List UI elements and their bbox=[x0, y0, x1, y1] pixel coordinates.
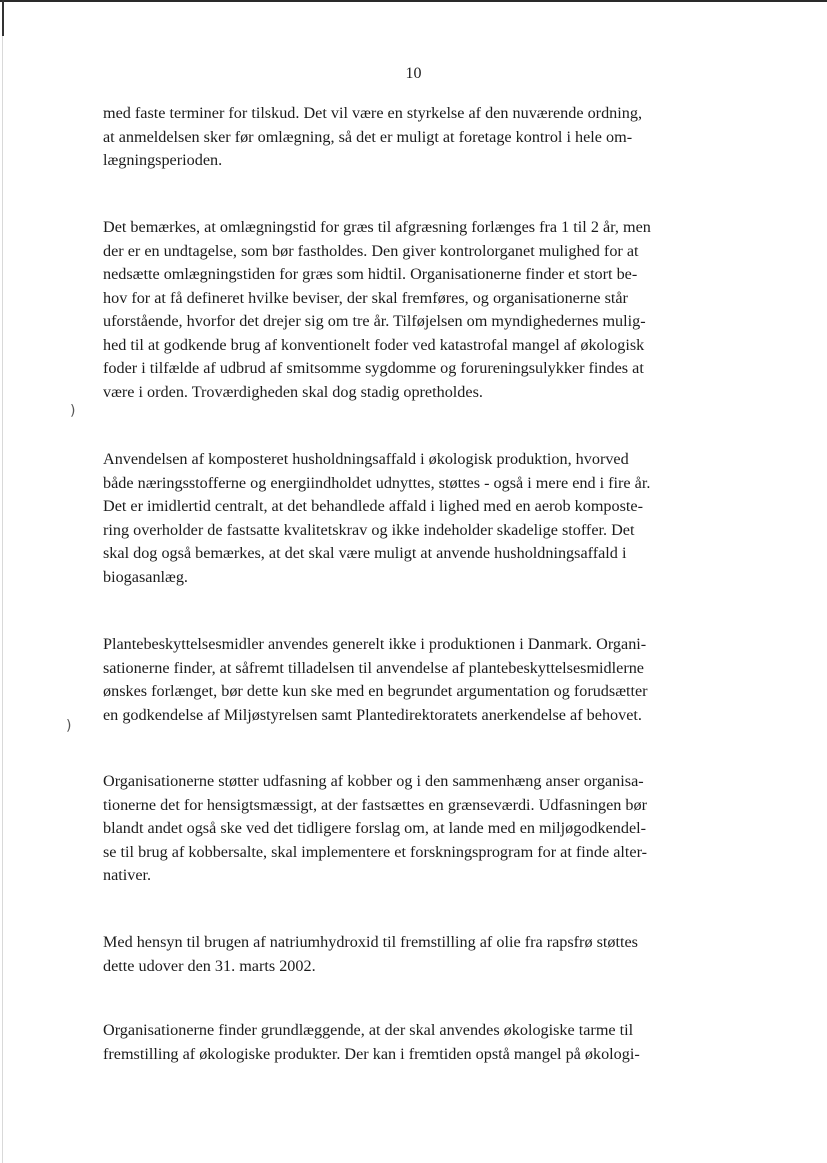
text-line: Anvendelsen af komposteret husholdningsaffald i økologisk produktion, hvorved bbox=[103, 450, 629, 468]
page-number: 10 bbox=[405, 65, 422, 82]
text-line: se til brug af kobbersalte, skal implementere et forskningsprogram for at finde alter- bbox=[103, 842, 648, 861]
text-line: Det bemærkes, at omlægningstid for græs til afgræsning forlænges fra 1 til 2 år, men bbox=[103, 218, 651, 236]
text-line: Organisationerne støtter udfasning af kobber og i den sammenhæng anser organisa- bbox=[103, 772, 644, 790]
text-line: blandt andet også ske ved det tidligere forslag om, at lande med en miljøgodkendel- bbox=[103, 819, 647, 837]
text-line: dette udover den 31. marts 2002. bbox=[103, 956, 316, 975]
text-line: nativer. bbox=[103, 866, 152, 884]
text-line: hed til at godkende brug af konventionelt foder ved katastrofal mangel af økologisk bbox=[103, 335, 645, 354]
scan-top-edge bbox=[0, 0, 827, 2]
text-line: en godkendelse af Miljøstyrelsen samt Plantedirektoratets anerkendelse af behovet. bbox=[103, 705, 642, 724]
text-line: at anmeldelsen sker før omlægning, så det er muligt at foretage kontrol i hele om- bbox=[103, 127, 633, 146]
paragraph-7 bbox=[103, 1019, 733, 1066]
text-line: hov for at få defineret hvilke beviser, der skal fremføres, og organisationerne står bbox=[103, 288, 628, 307]
text-line: fremstilling af økologiske produkter. Der kan i fremtiden opstå mangel på økologi- bbox=[103, 1044, 640, 1063]
text-line: skal dog også bemærkes, at det skal være muligt at anvende husholdningsaffald i bbox=[103, 544, 627, 562]
scan-left-edge bbox=[2, 0, 3, 1163]
paragraph-6 bbox=[103, 931, 733, 978]
paragraph-2 bbox=[103, 216, 733, 404]
text-line: sationerne finder, at såfremt tilladelsen til anvendelse af plantebeskyttelsesmidlerne bbox=[103, 658, 644, 677]
text-line: ring overholder de fastsatte kvalitetskrav og ikke indeholder skadelige stoffer. Det bbox=[103, 520, 635, 539]
text-line: der er en undtagelse, som bør fastholdes. Den giver kontrolorganet mulighed for at bbox=[103, 241, 639, 260]
scan-left-edge-mark bbox=[2, 0, 4, 36]
paragraph-1 bbox=[103, 102, 733, 173]
text-line: være i orden. Troværdigheden skal dog stadig opretholdes. bbox=[103, 382, 483, 401]
text-line: foder i tilfælde af udbrud af smitsomme sygdomme og forureningsulykker findes at bbox=[103, 359, 644, 377]
text-line: både næringsstofferne og energiindholdet udnyttes, støttes - også i mere end i fire år. bbox=[103, 473, 651, 492]
text-line: Med hensyn til brugen af natriumhydroxid til fremstilling af olie fra rapsfrø støttes bbox=[103, 933, 638, 951]
text-line: Det er imidlertid centralt, at det behandlede affald i lighed med en aerob komposte- bbox=[103, 497, 643, 515]
margin-bracket-mark: ) bbox=[66, 718, 72, 734]
margin-bracket-mark: ) bbox=[70, 403, 76, 419]
text-line: uforstående, hvorfor det drejer sig om tre år. Tilføjelsen om myndighedernes mulig- bbox=[103, 312, 646, 330]
paragraph-4 bbox=[103, 633, 733, 727]
text-line: Organisationerne finder grundlæggende, at der skal anvendes økologiske tarme til bbox=[103, 1021, 634, 1039]
text-line: lægningsperioden. bbox=[103, 151, 223, 169]
text-line: med faste terminer for tilskud. Det vil være en styrkelse af den nuværende ordning, bbox=[103, 104, 642, 122]
paragraph-5 bbox=[103, 770, 733, 888]
text-line: Plantebeskyttelsesmidler anvendes generelt ikke i produktionen i Danmark. Organi- bbox=[103, 635, 647, 653]
text-line: ønskes forlænget, bør dette kun ske med en begrundet argumentation og forudsætter bbox=[103, 682, 648, 700]
text-line: nedsætte omlægningstiden for græs som hidtil. Organisationerne finder et stort be- bbox=[103, 265, 638, 283]
text-line: tionerne det for hensigtsmæssigt, at der fastsættes en grænseværdi. Udfasningen bør bbox=[103, 795, 647, 814]
paragraph-3 bbox=[103, 448, 733, 589]
text-line: biogasanlæg. bbox=[103, 567, 188, 586]
